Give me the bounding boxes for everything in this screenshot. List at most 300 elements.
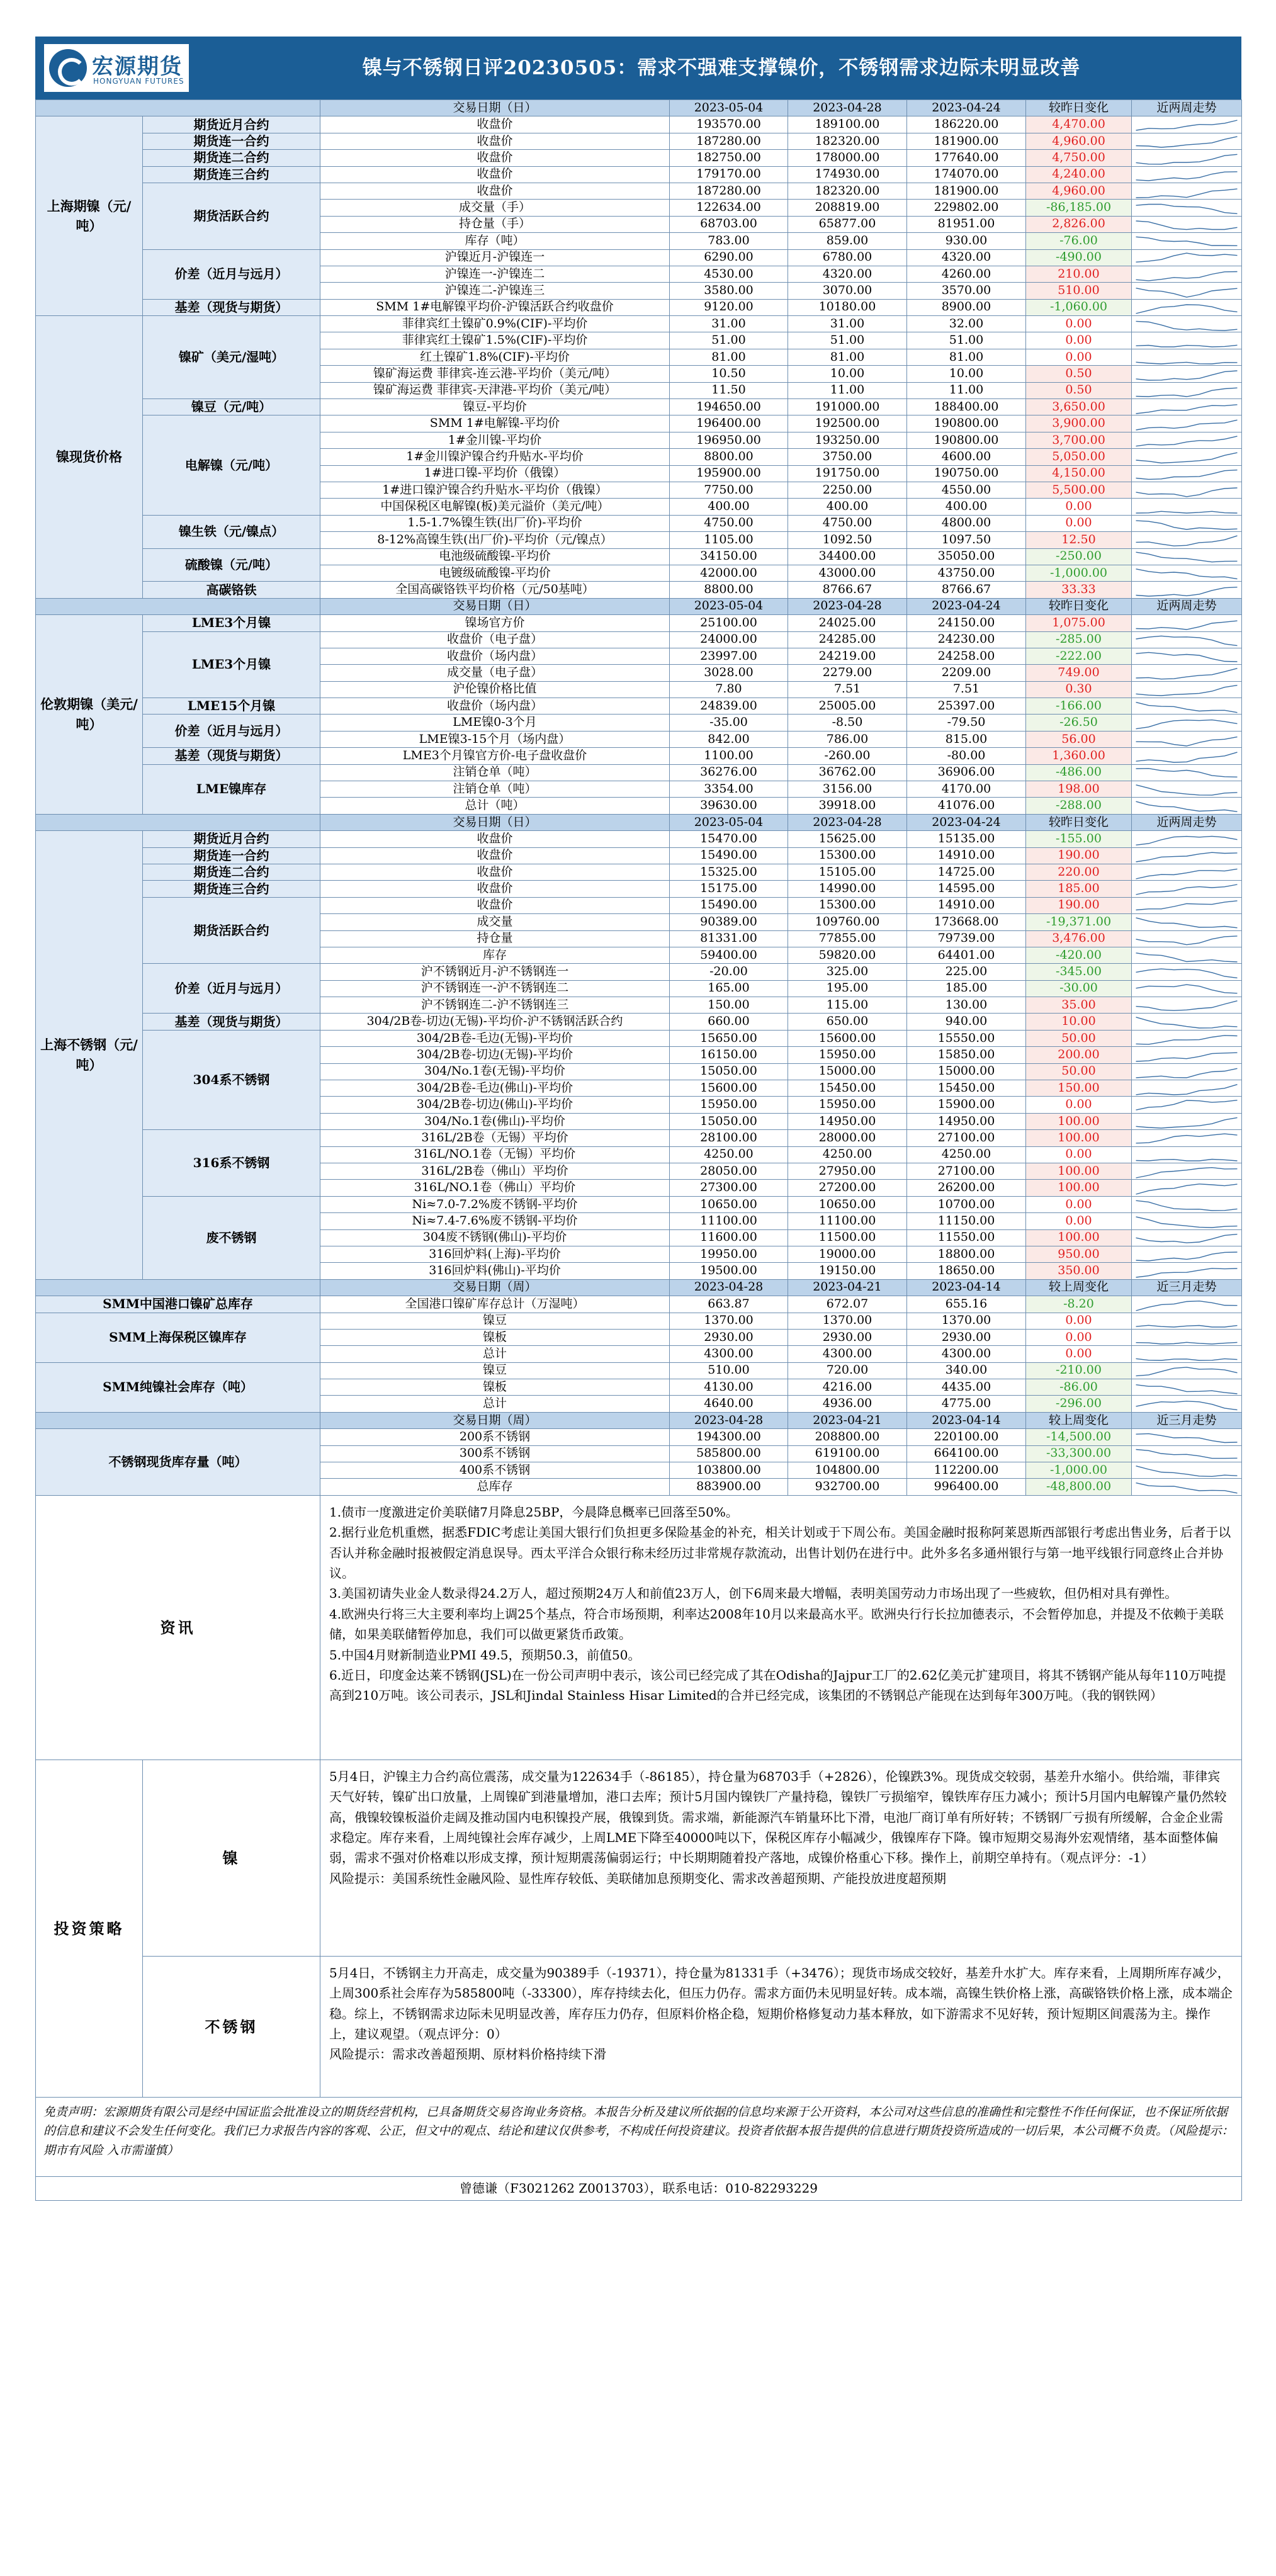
value-cell-2: 8766.67 [788,582,907,598]
change-cell: 3,650.00 [1026,399,1132,415]
value-cell-1: 3580.00 [670,283,788,299]
sparkline-line [1136,1234,1238,1243]
table-row [36,415,1242,432]
value-cell-3: 43750.00 [907,565,1026,581]
value-cell-3: 14910.00 [907,897,1026,913]
row-label: Ni≈7.0-7.2%废不锈钢-平均价 [320,1196,670,1212]
sparkline-line [1136,420,1238,430]
value-cell-1: 7750.00 [670,482,788,498]
group-label: LME3个月镍 [143,631,320,698]
sparkline-line [1136,172,1238,181]
sparkline-svg [1132,333,1241,348]
value-cell-3: 190800.00 [907,432,1026,448]
strategy-content [320,1760,1242,1956]
group-label: SMM上海保税区镍库存 [36,1313,320,1362]
sparkline-line [1136,1252,1238,1261]
table-row [36,831,1242,847]
sparkline-line [1136,204,1238,213]
logo-mark-icon [49,49,87,87]
value-cell-1: 7.80 [670,681,788,698]
value-cell-1: 19500.00 [670,1263,788,1279]
value-cell-1: 19950.00 [670,1246,788,1262]
value-cell-2: 77855.00 [788,930,907,947]
sparkline-line [1136,488,1238,497]
value-cell-2: 195.00 [788,980,907,997]
sparkline-svg [1132,400,1241,415]
header-trend: 近两周走势 [1132,598,1242,614]
sparkline-svg [1132,1197,1241,1212]
value-cell-3: 1097.50 [907,532,1026,548]
row-label: 沪镍连一-沪镍连二 [320,266,670,282]
value-cell-2: 10.00 [788,366,907,382]
sparkline-svg [1132,433,1241,448]
change-cell: 4,240.00 [1026,166,1132,183]
trend-cell [1132,1396,1242,1412]
value-cell-3: 4250.00 [907,1146,1026,1163]
change-cell: 4,150.00 [1026,465,1132,482]
change-cell: 350.00 [1026,1263,1132,1279]
group-label: LME镍库存 [143,764,320,814]
change-cell: 0.00 [1026,1346,1132,1362]
value-cell-3: 3570.00 [907,283,1026,299]
row-label: 镍矿海运费 菲律宾-连云港-平均价（美元/吨） [320,366,670,382]
value-cell-2: 15105.00 [788,864,907,880]
trend-cell [1132,947,1242,963]
header-date-label: 交易日期（周） [320,1412,670,1428]
sparkline-line [1136,1117,1238,1128]
trend-cell [1132,1296,1242,1313]
table-row [36,1014,1242,1030]
sparkline-line [1136,253,1238,262]
sparkline-line [1136,1053,1238,1061]
trend-cell [1132,532,1242,548]
value-cell-1: 842.00 [670,731,788,747]
value-cell-2: 14950.00 [788,1113,907,1129]
value-cell-1: 2930.00 [670,1329,788,1345]
value-cell-2: -8.50 [788,715,907,731]
value-cell-3: 1370.00 [907,1313,1026,1329]
row-label: 全国港口镍矿库存总计（万湿吨） [320,1296,670,1313]
change-cell: 100.00 [1026,1163,1132,1180]
value-cell-1: 31.00 [670,316,788,332]
change-cell: -30.00 [1026,980,1132,997]
trend-cell [1132,847,1242,864]
sparkline-svg [1132,549,1241,564]
value-cell-1: 122634.00 [670,200,788,216]
table-row [36,249,1242,266]
sparkline-line [1136,1359,1238,1360]
value-cell-3: 10.00 [907,366,1026,382]
value-cell-2: 59820.00 [788,947,907,963]
value-cell-2: 3070.00 [788,283,907,299]
header-date-1: 2023-04-28 [670,1279,788,1296]
row-label: 库存 [320,947,670,963]
trend-cell [1132,150,1242,166]
group-label: 期货连二合约 [143,150,320,166]
value-cell-3: 2930.00 [907,1329,1026,1345]
trend-cell [1132,166,1242,183]
value-cell-2: 192500.00 [788,415,907,432]
sparkline-line [1136,1069,1238,1078]
group-label: 期货近月合约 [143,831,320,847]
row-label: 304废不锈钢(佛山)-平均价 [320,1229,670,1246]
trend-cell [1132,1080,1242,1097]
row-label: 沪不锈钢连二-沪不锈钢连三 [320,997,670,1014]
trend-cell [1132,1213,1242,1229]
sparkline-line [1136,801,1238,811]
change-cell: 150.00 [1026,1080,1132,1097]
trend-cell [1132,299,1242,315]
sparkline-svg [1132,1064,1241,1079]
value-cell-1: 28050.00 [670,1163,788,1180]
value-cell-2: 4320.00 [788,266,907,282]
trend-cell [1132,465,1242,482]
value-cell-3: 25397.00 [907,698,1026,715]
change-cell: 1,360.00 [1026,748,1132,764]
row-label: 8-12%高镍生铁(出厂价)-平均价（元/镍点） [320,532,670,548]
value-cell-1: 660.00 [670,1014,788,1030]
trend-cell [1132,449,1242,465]
table-row [36,183,1242,199]
sparkline-svg [1132,1147,1241,1162]
value-cell-3: 24258.00 [907,648,1026,664]
sparkline-line [1136,453,1238,463]
table-row [36,316,1242,332]
sparkline-line [1136,669,1238,679]
value-cell-2: 3750.00 [788,449,907,465]
contact-row [36,2176,1242,2200]
value-cell-3: 14595.00 [907,881,1026,897]
value-cell-2: 720.00 [788,1362,907,1379]
header-date-3: 2023-04-24 [907,100,1026,116]
row-label: 304/No.1卷(佛山)-平均价 [320,1113,670,1129]
value-cell-3: 27100.00 [907,1163,1026,1180]
trend-cell [1132,731,1242,747]
sparkline-svg [1132,865,1241,880]
sparkline-svg [1132,582,1241,597]
info-paragraph: 6.近日，印度金达莱不锈钢(JSL)在一份公司声明中表示，该公司已经完成了其在Odisha的Jajpur工厂的2.62亿美元扩建项目，将其不锈钢产能从每年110万吨提高到210万吨。该公司表示，JSL和Jindal Stainless Hisar Limited的合并已经完成，该集团的不锈钢总产能现在达到每年300万吨。（我的钢铁网） [329,1667,1226,1703]
sparkline-svg [1132,1446,1241,1461]
change-cell: 190.00 [1026,897,1132,913]
row-label: 注销仓单（吨） [320,781,670,798]
info-content [320,1495,1242,1760]
trend-cell [1132,349,1242,365]
value-cell-3: 4550.00 [907,482,1026,498]
value-cell-3: 32.00 [907,316,1026,332]
strategy-risk: 风险提示：美国系统性金融风险、显性库存较低、美联储加息预期变化、需求改善超预期、产能投放进度超预期 [329,1870,946,1886]
sparkline-svg [1132,533,1241,548]
sparkline-svg [1132,234,1241,249]
trend-cell [1132,216,1242,232]
value-cell-1: 81.00 [670,349,788,365]
value-cell-2: 27200.00 [788,1180,907,1196]
value-cell-2: 3156.00 [788,781,907,798]
header-change: 较昨日变化 [1026,100,1132,116]
sparkline-svg [1132,283,1241,298]
value-cell-1: 15490.00 [670,847,788,864]
sparkline-line [1136,536,1238,546]
sparkline-svg [1132,1014,1241,1029]
row-label: 收盘价 [320,897,670,913]
sparkline-line [1136,288,1238,297]
sparkline-line [1136,587,1238,596]
value-cell-3: 185.00 [907,980,1026,997]
change-cell: 100.00 [1026,1113,1132,1129]
value-cell-1: 24000.00 [670,631,788,648]
group-label: 期货连一合约 [143,847,320,864]
sparkline-line [1136,154,1238,164]
change-cell: 0.50 [1026,366,1132,382]
value-cell-3: -79.50 [907,715,1026,731]
value-cell-1: 585800.00 [670,1445,788,1462]
change-cell: -166.00 [1026,698,1132,715]
value-cell-1: 39630.00 [670,798,788,814]
header-blank [36,100,320,116]
trend-cell [1132,582,1242,598]
change-cell: -1,000.00 [1026,1462,1132,1479]
value-cell-3: 4170.00 [907,781,1026,798]
header-date-2: 2023-04-28 [788,814,907,830]
value-cell-3: 8900.00 [907,299,1026,315]
trend-cell [1132,715,1242,731]
value-cell-3: 81.00 [907,349,1026,365]
trend-cell [1132,1379,1242,1396]
row-label: SMM 1#电解镍平均价-沪镍活跃合约收盘价 [320,299,670,315]
row-label: 400系不锈钢 [320,1462,670,1479]
sparkline-svg [1132,566,1241,581]
table-row [36,864,1242,880]
row-label: 沪不锈钢连一-沪不锈钢连二 [320,980,670,997]
change-cell: 0.00 [1026,332,1132,349]
value-cell-1: 8800.00 [670,449,788,465]
group-label: 期货活跃合约 [143,897,320,964]
sparkline-svg [1132,881,1241,896]
sparkline-svg [1132,1214,1241,1229]
value-cell-2: 400.00 [788,499,907,515]
change-cell: 5,050.00 [1026,449,1132,465]
header-change: 较昨日变化 [1026,814,1132,830]
change-cell: 50.00 [1026,1063,1132,1080]
header-date-3: 2023-04-14 [907,1412,1026,1428]
value-cell-2: 6780.00 [788,249,907,266]
group-label: SMM纯镍社会库存（吨） [36,1362,320,1412]
value-cell-2: 174930.00 [788,166,907,183]
trend-cell [1132,332,1242,349]
trend-cell [1132,698,1242,715]
group-label: 硫酸镍（元/吨） [143,548,320,582]
value-cell-2: 1370.00 [788,1313,907,1329]
change-cell: 2,826.00 [1026,216,1132,232]
value-cell-3: 173668.00 [907,914,1026,930]
change-cell: 185.00 [1026,881,1132,897]
value-cell-3: 18800.00 [907,1246,1026,1262]
sparkline-line [1136,405,1238,414]
sparkline-line [1136,345,1238,347]
value-cell-1: 165.00 [670,980,788,997]
row-label: 成交量（手） [320,200,670,216]
change-cell: -14,500.00 [1026,1429,1132,1445]
sparkline-line [1136,1100,1238,1110]
change-cell: 100.00 [1026,1130,1132,1146]
sparkline-line [1136,952,1238,961]
trend-cell [1132,631,1242,648]
sparkline-svg [1132,449,1241,465]
section-label: 上海期镍（元/吨） [36,116,143,316]
change-cell: -86,185.00 [1026,200,1132,216]
sparkline-line [1136,1401,1238,1410]
trend-cell [1132,1180,1242,1196]
row-label: 304/2B卷-毛边(佛山)-平均价 [320,1080,670,1097]
row-label: 成交量 [320,914,670,930]
header-blank [36,1412,320,1428]
change-cell: -26.50 [1026,715,1132,731]
change-cell: 950.00 [1026,1246,1132,1262]
group-label: 基差（现货与期货） [143,1014,320,1030]
row-label: 红土镍矿1.8%(CIF)-平均价 [320,349,670,365]
row-label: Ni≈7.4-7.6%废不锈钢-平均价 [320,1213,670,1229]
row-label: 电池级硫酸镍-平均价 [320,548,670,565]
value-cell-2: 15000.00 [788,1063,907,1080]
value-cell-2: 24219.00 [788,648,907,664]
change-cell: 35.00 [1026,997,1132,1014]
row-label: 成交量（电子盘） [320,665,670,681]
value-cell-3: 664100.00 [907,1445,1026,1462]
row-label: 中国保税区电解镍(板)美元溢价（美元/吨） [320,499,670,515]
value-cell-1: 15175.00 [670,881,788,897]
sparkline-svg [1132,1247,1241,1262]
value-cell-1: 783.00 [670,233,788,249]
sparkline-svg [1132,217,1241,232]
strategy-label: 投资策略 [36,1760,143,2097]
value-cell-2: 191000.00 [788,399,907,415]
sparkline-line [1136,636,1238,645]
trend-cell [1132,1346,1242,1362]
value-cell-1: 15490.00 [670,897,788,913]
sparkline-svg [1132,1097,1241,1112]
change-cell: 50.00 [1026,1030,1132,1046]
value-cell-1: -35.00 [670,715,788,731]
change-cell: 0.00 [1026,499,1132,515]
value-cell-1: 25100.00 [670,615,788,631]
change-cell: 4,960.00 [1026,133,1132,149]
sparkline-line [1136,1184,1238,1194]
table-row [36,299,1242,315]
header-change: 较昨日变化 [1026,598,1132,614]
value-cell-3: 15550.00 [907,1030,1026,1046]
change-cell: -19,371.00 [1026,914,1132,930]
group-label: 期货连三合约 [143,166,320,183]
change-cell: -490.00 [1026,249,1132,266]
row-label: 沪伦镍价格比值 [320,681,670,698]
row-label: 沪不锈钢近月-沪不锈钢连一 [320,964,670,980]
header-date-label: 交易日期（周） [320,1279,670,1296]
row-label: LME镍0-3个月 [320,715,670,731]
value-cell-2: 325.00 [788,964,907,980]
sparkline-svg [1132,466,1241,481]
change-cell: -1,060.00 [1026,299,1132,315]
value-cell-2: 672.07 [788,1296,907,1313]
row-label: 全国高碳铬铁平均价格（元/50基吨） [320,582,670,598]
sparkline-line [1136,1268,1238,1277]
sparkline-svg [1132,1347,1241,1362]
trend-cell [1132,565,1242,581]
value-cell-3: 15450.00 [907,1080,1026,1097]
value-cell-2: 10180.00 [788,299,907,315]
change-cell: 0.30 [1026,681,1132,698]
value-cell-3: 15850.00 [907,1047,1026,1063]
change-cell: 33.33 [1026,582,1132,598]
change-cell: -1,000.00 [1026,565,1132,581]
sparkline-line [1136,621,1238,630]
value-cell-3: 4800.00 [907,515,1026,531]
group-label: 价差（近月与远月） [143,249,320,299]
value-cell-2: 15625.00 [788,831,907,847]
sparkline-svg [1132,632,1241,647]
row-label: 300系不锈钢 [320,1445,670,1462]
value-cell-3: 14910.00 [907,847,1026,864]
value-cell-3: 81951.00 [907,216,1026,232]
change-cell: 198.00 [1026,781,1132,798]
sparkline-line [1136,511,1238,513]
trend-cell [1132,1014,1242,1030]
value-cell-2: 15450.00 [788,1080,907,1097]
table-row [36,116,1242,133]
value-cell-3: 220100.00 [907,1429,1026,1445]
change-cell: 4,960.00 [1026,183,1132,199]
change-cell: 0.50 [1026,382,1132,398]
info-paragraph: 4.欧洲央行将三大主要利率均上调25个基点，符合市场预期，利率达2008年10月以来最高水平。欧洲央行行长拉加德表示，不会暂停加息，并提及不依赖于美联储，如果美联储暂停加息，我们可以做更紧货币政策。 [329,1606,1224,1642]
trend-cell [1132,615,1242,631]
value-cell-3: 18650.00 [907,1263,1026,1279]
row-label: 库存（吨） [320,233,670,249]
value-cell-1: 59400.00 [670,947,788,963]
trend-cell [1132,681,1242,698]
value-cell-3: 174070.00 [907,166,1026,183]
trend-cell [1132,399,1242,415]
row-label: 1#进口镍-平均价（俄镍） [320,465,670,482]
trend-cell [1132,266,1242,282]
value-cell-2: 4300.00 [788,1346,907,1362]
table-row [36,515,1242,531]
row-label: 收盘价 [320,150,670,166]
value-cell-3: 229802.00 [907,200,1026,216]
trend-cell [1132,1163,1242,1180]
row-label: 镍豆-平均价 [320,399,670,415]
change-cell: 0.00 [1026,316,1132,332]
sparkline-svg [1132,1048,1241,1063]
change-cell: 3,900.00 [1026,415,1132,432]
disclaimer-text: 免责声明：宏源期货有限公司是经中国证监会批准设立的期货经营机构，已具备期货交易咨询业务资格。本报告分析及建议所依据的信息均来源于公开资料，本公司对这些信息的准确性和完整性不作任何保证，也不保证所依据的信息和建议不会发生任何变化。我们已力求报告内容的客观、公正，但文中的观点、结论和建议仅供参考，不构成任何投资建议。投资者依据本报告提供的信息进行期货投资所造成的一切后果，本公司概不负责。（风险提示：期市有风险 入市需谨慎） [36,2097,1242,2176]
row-label: 304/2B卷-毛边(无锡)-平均价 [320,1030,670,1046]
sparkline-line [1136,686,1238,696]
group-label: 基差（现货与期货） [143,299,320,315]
value-cell-1: 4300.00 [670,1346,788,1362]
row-label: 沪镍连二-沪镍连三 [320,283,670,299]
sparkline-line [1136,969,1238,978]
column-header-row [36,598,1242,614]
sparkline-line [1136,752,1238,762]
data-table-container [35,99,1241,2201]
value-cell-1: 23997.00 [670,648,788,664]
trend-cell [1132,1329,1242,1345]
value-cell-3: 15135.00 [907,831,1026,847]
value-cell-2: 24285.00 [788,631,907,648]
strategy-item-name: 不锈钢 [143,1956,320,2097]
change-cell: -33,300.00 [1026,1445,1132,1462]
value-cell-2: 2250.00 [788,482,907,498]
trend-cell [1132,1362,1242,1379]
value-cell-1: 15325.00 [670,864,788,880]
